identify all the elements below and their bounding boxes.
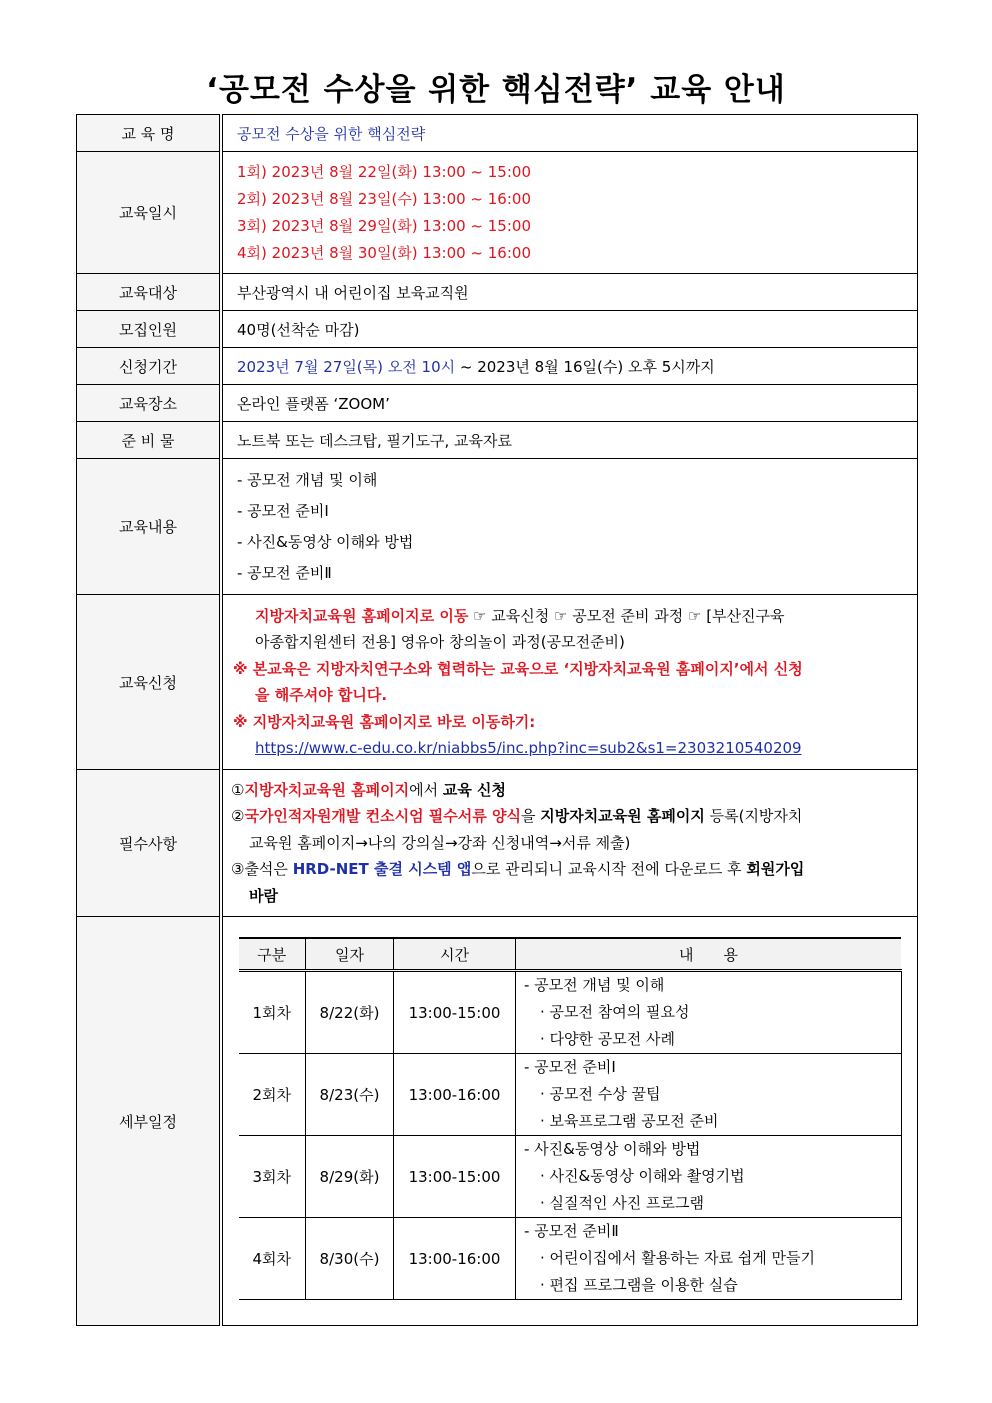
schedule-date: 8/30(수) [306,1218,394,1300]
capacity-value: 40명(선착순 마감) [221,311,918,348]
schedule-session: 2회차 [239,1054,306,1136]
apply-note2: ※ 지방자치교육원 홈페이지로 바로 이동하기: [233,712,536,731]
row-capacity [77,311,918,348]
required-item-3-cont: 바람 [249,886,278,905]
schedule-content [516,1136,902,1218]
schedule-subtopic: · 사진&동영상 이해와 촬영기법 [540,1167,745,1185]
label-course-name: 교 육 명 [77,115,222,152]
row-materials [77,422,918,459]
schedule-subtopic: · 보육프로그램 공모전 준비 [540,1112,719,1130]
materials-value: 노트북 또는 데스크탑, 필기도구, 교육자료 [221,422,918,459]
required-bold: 회원가입 [746,860,805,879]
schedule-topic: - 공모전 준비Ⅱ [524,1222,619,1240]
schedule-session: 4회차 [239,1218,306,1300]
schedule-header: 구분 [239,938,306,971]
apply-nav-head: 지방자치교육원 홈페이지로 이동 [255,606,469,625]
required-value [221,770,918,917]
label-target: 교육대상 [77,274,222,311]
period-end: ~ 2023년 8월 16일(수) 오후 5시까지 [455,357,715,376]
place-value: 온라인 플랫폼 ‘ZOOM’ [221,385,918,422]
schedule-row [239,1136,902,1218]
required-item-2-cont: 교육원 홈페이지→나의 강의실→강좌 신청내역→서류 제출) [249,833,631,852]
info-table [76,114,918,1326]
label-place: 교육장소 [77,385,222,422]
schedule-subtopic: · 공모전 참여의 필요성 [540,1003,690,1021]
required-item-1 [231,777,909,804]
schedule-subtopic: · 편집 프로그램을 이용한 실습 [540,1276,738,1294]
schedule-subtopic: · 공모전 수상 꿀팁 [540,1085,661,1103]
label-period: 신청기간 [77,348,222,385]
label-content: 교육내용 [77,459,222,595]
schedule-time: 13:00-16:00 [394,1054,516,1136]
label-dates: 교육일시 [77,152,222,274]
required-text: 에서 [409,780,443,799]
schedule-topic: - 공모전 개념 및 이해 [524,976,665,994]
document-title: ‘공모전 수상을 위한 핵심전략’ 교육 안내 [206,72,786,108]
required-item-2 [231,803,909,830]
dates-value [221,152,918,274]
schedule-content [516,1054,902,1136]
date-item: 4회) 2023년 8월 30일(화) 13:00 ~ 16:00 [237,243,531,262]
required-bold: 교육 신청 [442,780,507,799]
apply-nav-line [233,603,909,630]
schedule-subtopic: · 어린이집에서 활용하는 자료 쉽게 만들기 [540,1249,815,1267]
label-required: 필수사항 [77,770,222,917]
schedule-cell [221,917,918,1326]
schedule-header: 시간 [394,938,516,971]
schedule-header-row [239,938,902,971]
schedule-content [516,1218,902,1300]
apply-nav-line2: 아종합지원센터 전용] 영유아 창의놀이 과정(공모전준비) [255,633,625,651]
label-apply: 교육신청 [77,595,222,770]
schedule-subtopic: · 실질적인 사진 프로그램 [540,1194,704,1212]
required-num: ② [231,807,245,826]
schedule-time: 13:00-15:00 [394,1136,516,1218]
required-bold: 지방자치교육원 홈페이지 [540,807,705,826]
row-schedule [77,917,918,1326]
schedule-session: 1회차 [239,971,306,1054]
row-place [77,385,918,422]
schedule-date: 8/29(화) [306,1136,394,1218]
schedule-row [239,1054,902,1136]
schedule-header: 일자 [306,938,394,971]
apply-value [221,595,918,770]
required-text: ③출석은 [231,860,293,879]
schedule-header: 내 용 [516,938,902,971]
period-value [221,348,918,385]
schedule-session: 3회차 [239,1136,306,1218]
schedule-time: 13:00-15:00 [394,971,516,1054]
required-highlight: 국가인적자원개발 컨소시엄 필수서류 양식 [244,807,521,826]
date-item: 3회) 2023년 8월 29일(화) 13:00 ~ 15:00 [237,216,531,235]
required-text: 을 [520,807,541,826]
course-name-value: 공모전 수상을 위한 핵심전략 [221,115,918,152]
row-period [77,348,918,385]
row-dates [77,152,918,274]
apply-nav-rest: ☞ 교육신청 ☞ 공모전 준비 과정 ☞ [부산진구육 [468,606,785,625]
label-schedule: 세부일정 [77,917,222,1326]
apply-note1-cont: 을 해주셔야 합니다. [255,686,388,704]
schedule-table [239,937,902,1300]
schedule-subtopic: · 다양한 공모전 사례 [540,1030,675,1048]
period-start: 2023년 7월 27일(목) 오전 10시 [237,357,456,376]
label-materials: 준 비 물 [77,422,222,459]
schedule-date: 8/23(수) [306,1054,394,1136]
row-content [77,459,918,595]
required-text: 등록(지방자치 [704,807,803,826]
date-item: 2회) 2023년 8월 23일(수) 13:00 ~ 16:00 [237,189,531,208]
schedule-topic: - 사진&동영상 이해와 방법 [524,1140,701,1158]
schedule-row [239,1218,902,1300]
label-capacity: 모집인원 [77,311,222,348]
row-target [77,274,918,311]
content-item: - 공모전 준비Ⅰ [237,501,329,520]
required-app-name: HRD-NET 출결 시스템 앱 [292,860,472,879]
target-value: 부산광역시 내 어린이집 보육교직원 [221,274,918,311]
schedule-date: 8/22(화) [306,971,394,1054]
row-required [77,770,918,917]
schedule-topic: - 공모전 준비Ⅰ [524,1058,616,1076]
apply-note1: ※ 본교육은 지방자치연구소와 협력하는 교육으로 ‘지방자치교육원 홈페이지’에서 신청 [233,659,803,678]
schedule-time: 13:00-16:00 [394,1218,516,1300]
schedule-row [239,971,902,1054]
content-value [221,459,918,595]
row-course-name [77,115,918,152]
required-num: ① [231,780,245,799]
date-item: 1회) 2023년 8월 22일(화) 13:00 ~ 15:00 [237,162,531,181]
required-highlight: 지방자치교육원 홈페이지 [244,780,410,799]
content-item: - 사진&동영상 이해와 방법 [237,532,414,551]
apply-url-line [233,735,909,762]
required-item-3 [231,856,909,883]
apply-url-link[interactable]: https://www.c-edu.co.kr/niabbs5/inc.php?inc=sub2&s1=2303210540209 [255,739,802,757]
content-item: - 공모전 개념 및 이해 [237,470,378,489]
schedule-content [516,971,902,1054]
row-apply [77,595,918,770]
required-text: 으로 관리되니 교육시작 전에 다운로드 후 [471,860,747,879]
content-item: - 공모전 준비Ⅱ [237,563,332,582]
